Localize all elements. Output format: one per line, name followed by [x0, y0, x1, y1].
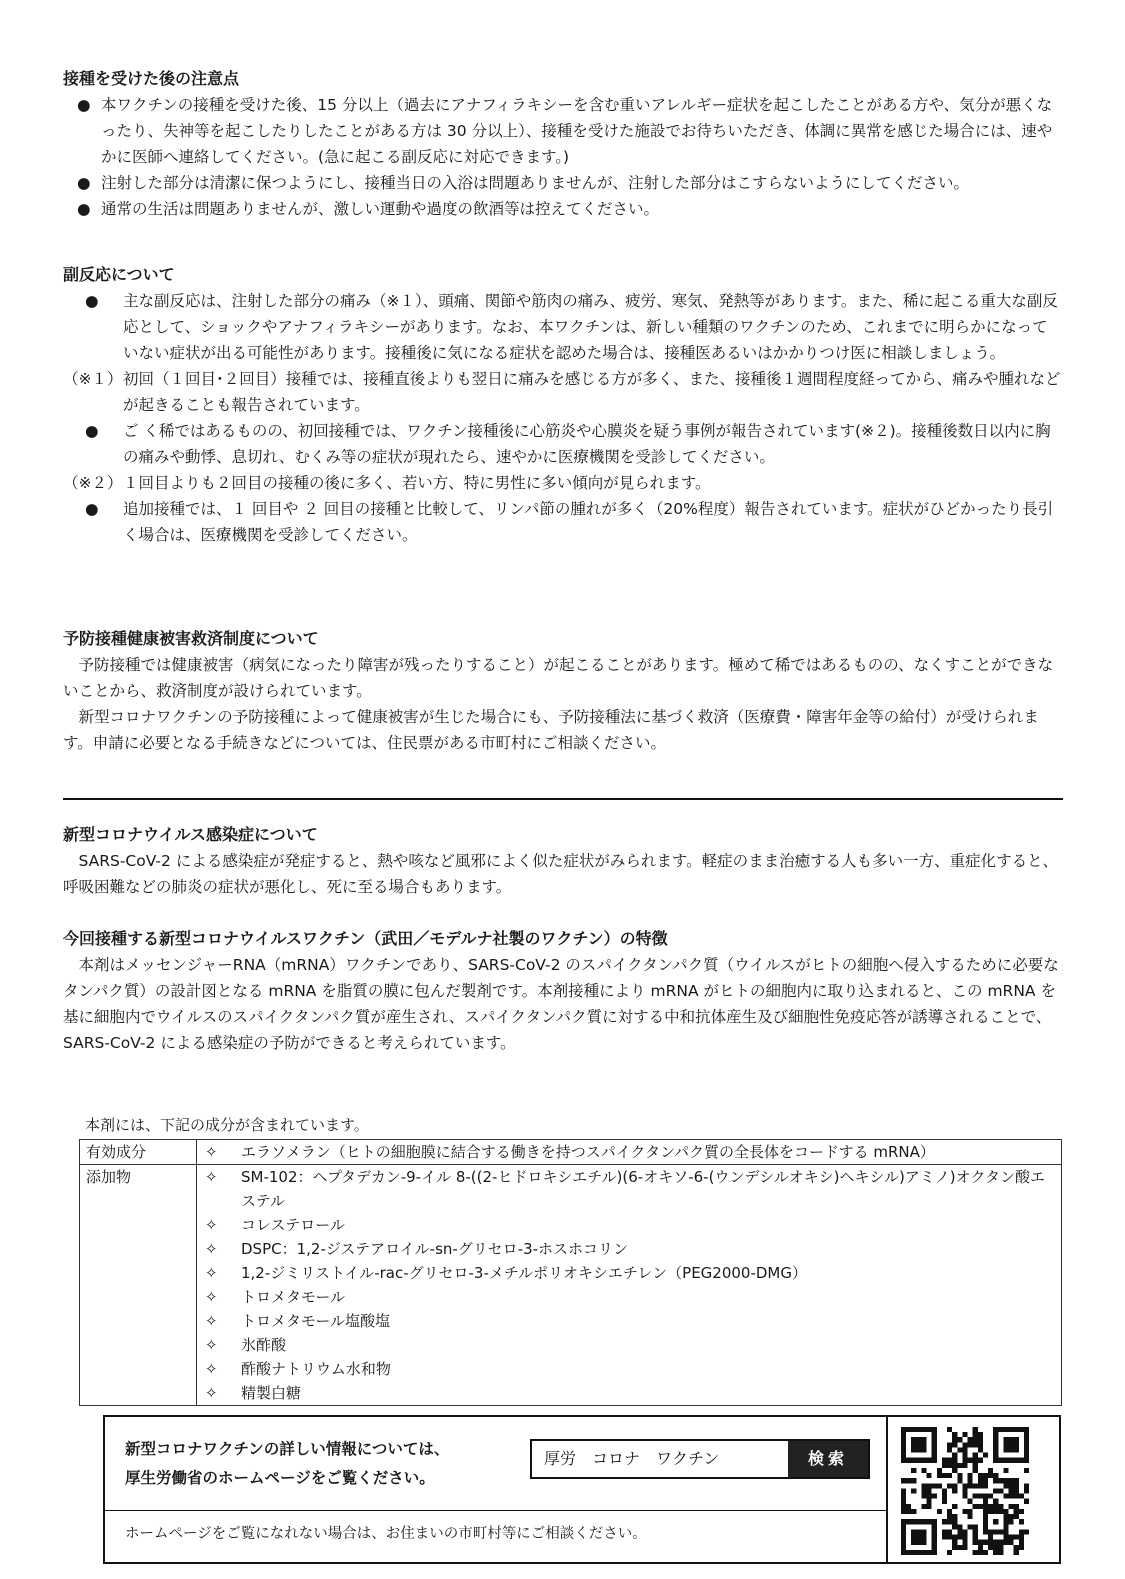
section-heading: 接種を受けた後の注意点: [63, 69, 240, 88]
bullet-icon: ●: [77, 200, 91, 218]
list-item: ✧ SM-102：ヘプタデカン-9-イル 8-((2-ヒドロキシエチル)(6-オキソ-6-(ウンデシルオキシ)ヘキシル)アミノ)オクタン酸エステル: [203, 1165, 1055, 1213]
list-item: ✧ 1,2-ジミリストイル-rac-グリセロ-3-メチルポリオキシエチレン（PEG2000-DMG）: [203, 1261, 1055, 1285]
diamond-icon: ✧: [205, 1168, 218, 1186]
bullet-icon: ●: [85, 500, 99, 518]
side-effects-section: [63, 262, 1063, 548]
list-item: ✧ 精製白糖: [203, 1381, 1055, 1405]
divider: [105, 1510, 886, 1511]
info-message: 新型コロナワクチンの詳しい情報については、 厚生労働省のホームページをご覧ください。: [125, 1440, 450, 1487]
list-item: ● ご く稀ではあるものの、初回接種では、ワクチン接種後に心筋炎や心膜炎を疑う事例が報告されています(※２)。接種後数日以内に胸の痛みや動悸、息切れ、むくみ等の症状が現れたら、速やかに医療機関を受診してください。: [63, 418, 1063, 470]
search-button: 検索: [788, 1441, 868, 1477]
after-vaccination-section: [63, 66, 1063, 222]
qr-code-icon: [901, 1427, 1029, 1555]
list-item: ● 注射した部分は清潔に保つようにし、接種当日の入浴は問題ありませんが、注射した部分はこすらないようにしてください。: [63, 170, 1063, 196]
table-row: [80, 1165, 1062, 1406]
bullet-icon: ●: [85, 292, 99, 310]
list-item: ● 主な副反応は、注射した部分の痛み（※１）、頭痛、関節や筋肉の痛み、疲労、寒気、発熱等があります。また、稀に起こる重大な副反応として、ショックやアナフィラキシーがあります。なお、本ワクチンは、新しい種類のワクチンのため、これまでに明らかになっていない症状が出る可能性があります。接種後に気になる症状を認めた場合は、接種医あるいはかかりつけ医に相談しましょう。: [63, 288, 1063, 366]
section-heading: 予防接種健康被害救済制度について: [63, 629, 319, 648]
bullet-icon: ●: [77, 96, 91, 114]
list-item: ✧ エラソメラン（ヒトの細胞膜に結合する働きを持つスパイクタンパク質の全長体をコードする mRNA）: [203, 1140, 1055, 1164]
diamond-icon: ✧: [205, 1384, 218, 1402]
table-row: [80, 1140, 1062, 1165]
paragraph: 新型コロナワクチンの予防接種によって健康被害が生じた場合にも、予防接種法に基づく救済（医療費・障害年金等の給付）が受けられます。申請に必要となる手続きなどについては、住民票がある市町村にご相談ください。: [63, 708, 1039, 752]
search-terms: 厚労 コロナ ワクチン: [544, 1449, 720, 1468]
list-item: ✧ コレステロール: [203, 1213, 1055, 1237]
diamond-icon: ✧: [205, 1360, 218, 1378]
list-item: ✧ トロメタモール塩酸塩: [203, 1309, 1055, 1333]
list-item: ● 追加接種では、１ 回目や ２ 回目の接種と比較して、リンパ節の腫れが多く（20%程度）報告されています。症状がひどかったり長引く場合は、医療機関を受診してください。: [63, 496, 1063, 548]
info-footnote: ホームページをご覧になれない場合は、お住まいの市町村等にご相談ください。: [125, 1526, 647, 1542]
category-cell: 有効成分: [80, 1140, 197, 1165]
section-heading: 副反応について: [63, 265, 175, 284]
list-item: ● 通常の生活は問題ありませんが、激しい運動や過度の飲酒等は控えてください。: [63, 196, 1063, 222]
relief-system-section: [63, 626, 1063, 756]
search-box: [530, 1439, 870, 1479]
paragraph: SARS-CoV-2 による感染症が発症すると、熱や咳など風邪によく似た症状がみられます。軽症のまま治癒する人も多い一方、重症化すると、呼吸困難などの肺炎の症状が悪化し、死に至る場合もあります。: [63, 852, 1059, 896]
diamond-icon: ✧: [205, 1264, 218, 1282]
components-intro: 本剤には、下記の成分が含まれています。: [85, 1116, 369, 1134]
vaccine-features-section: [63, 926, 1063, 1056]
section-divider: [63, 798, 1063, 800]
diamond-icon: ✧: [205, 1216, 218, 1234]
diamond-icon: ✧: [205, 1143, 218, 1161]
list-item: ● 本ワクチンの接種を受けた後、15 分以上（過去にアナフィラキシーを含む重いアレルギー症状を起こしたことがある方や、気分が悪くなったり、失神等を起こしたりしたことがある方は 30 分以上）、接種を受けた施設でお待ちいただき、体調に異常を感じた場合には、速やかに医師へ連絡してください。(急に起こる副反応に対応できます。): [63, 92, 1063, 170]
section-heading: 新型コロナウイルス感染症について: [63, 825, 318, 844]
section-heading: 今回接種する新型コロナウイルスワクチン（武田／モデルナ社製のワクチン）の特徴: [63, 929, 668, 948]
covid-section: [63, 822, 1063, 900]
info-box-text-area: [105, 1417, 888, 1562]
diamond-icon: ✧: [205, 1288, 218, 1306]
paragraph: 予防接種では健康被害（病気になったり障害が残ったりすること）が起こることがあります。極めて稀ではあるものの、なくすことができないことから、救済制度が設けられています。: [63, 656, 1054, 700]
footnote-2: （※２） １回目よりも２回目の接種の後に多く、若い方、特に男性に多い傾向が見られます。: [63, 474, 711, 492]
diamond-icon: ✧: [205, 1240, 218, 1258]
diamond-icon: ✧: [205, 1312, 218, 1330]
info-box: [103, 1415, 1061, 1564]
category-cell: 添加物: [80, 1165, 197, 1406]
bullet-icon: ●: [85, 422, 99, 440]
list-item: ✧ 氷酢酸: [203, 1333, 1055, 1357]
diamond-icon: ✧: [205, 1336, 218, 1354]
bullet-icon: ●: [77, 174, 91, 192]
components-cell: [197, 1165, 1062, 1406]
list-item: ✧ DSPC：1,2-ジステアロイル-sn-グリセロ-3-ホスホコリン: [203, 1237, 1055, 1261]
components-table: [79, 1139, 1062, 1406]
components-cell: [197, 1140, 1062, 1165]
list-item: ✧ トロメタモール: [203, 1285, 1055, 1309]
paragraph: 本剤はメッセンジャーRNA（mRNA）ワクチンであり、SARS-CoV-2 のスパイクタンパク質（ウイルスがヒトの細胞へ侵入するために必要なタンパク質）の設計図となる mRNA を脂質の膜に包んだ製剤です。本剤接種により mRNA がヒトの細胞内に取り込まれると、この mRNA を基に細胞内でウイルスのスパイクタンパク質が産生され、スパイクタンパク質に対する中和抗体産生及び細胞性免疫応答が誘導されることで、SARS-CoV-2 による感染症の予防ができると考えられています。: [63, 956, 1059, 1052]
list-item: ✧ 酢酸ナトリウム水和物: [203, 1357, 1055, 1381]
footnote-1: （※１） 初回（１回目･２回目）接種では、接種直後よりも翌日に痛みを感じる方が多く、また、接種後１週間程度経ってから、痛みや腫れなどが起きることも報告されています。: [63, 370, 1061, 414]
